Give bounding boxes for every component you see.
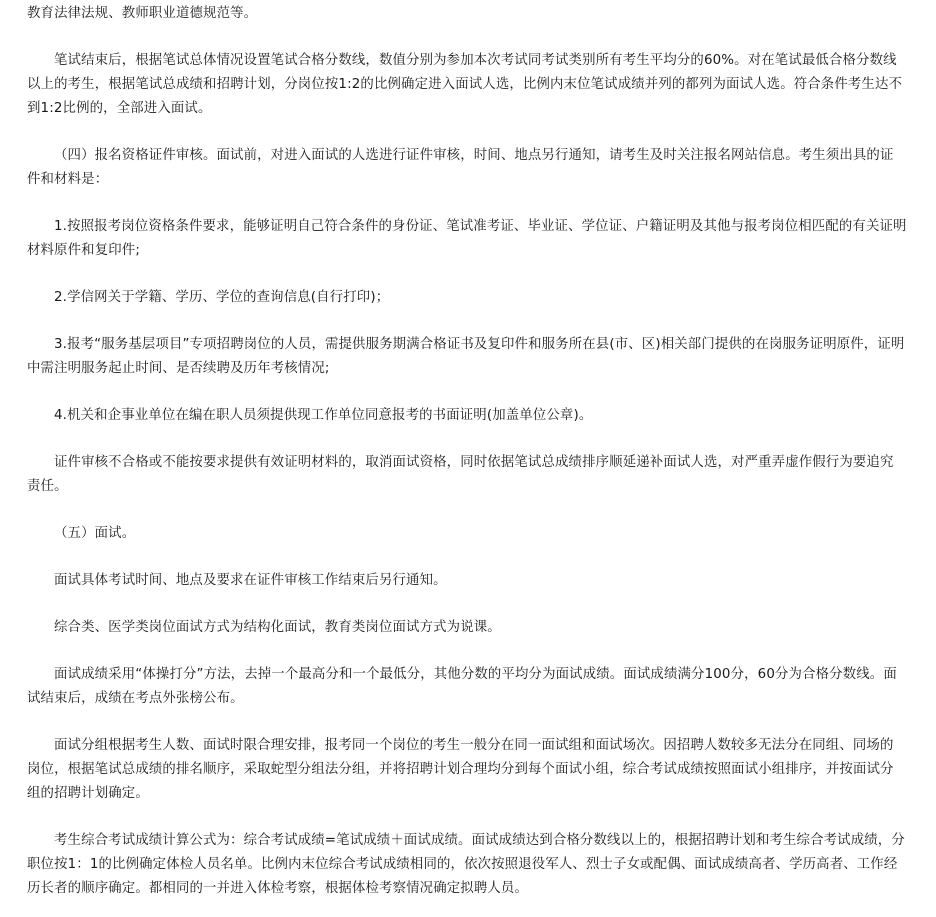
paragraph-gap xyxy=(27,121,907,144)
paragraph-gap xyxy=(27,310,907,333)
paragraph-item-4: 4.机关和企事业单位在编在职人员须提供现工作单位同意报考的书面证明(加盖单位公章)。 xyxy=(54,408,593,423)
paragraph-gap xyxy=(27,26,907,49)
paragraph-interview-scoring: 面试成绩采用“体操打分”方法，去掉一个最高分和一个最低分，其他分数的平均分为面试成绩。面试成绩满分100分，60分为合格分数线。面试结束后，成绩在考点外张榜公布。 xyxy=(27,667,897,706)
paragraph-gap xyxy=(27,499,907,522)
paragraph-written-exam-cutoff: 笔试结束后，根据笔试总体情况设置笔试合格分数线，数值分别为参加本次考试同考试类别所有考生平均分的60%。对在笔试最低合格分数线以上的考生，根据笔试总成绩和招聘计划，分岗位按1:2的比例确定进入面试人选，比例内末位笔试成绩并列的都列为面试人选。符合条件考生达不到1:2比例的，全部进入面试。 xyxy=(27,53,903,116)
paragraph-gap xyxy=(27,806,907,829)
paragraph-gap xyxy=(27,546,907,569)
paragraph-interview-grouping: 面试分组根据考生人数、面试时限合理安排，报考同一个岗位的考生一般分在同一面试组和面试场次。因招聘人数较多无法分在同组、同场的岗位，根据笔试总成绩的排名顺序，采取蛇型分组法分组，并将招聘计划合理均分到每个面试小组，综合考试成绩按照面试小组排序，并按面试分组的招聘计划确定。 xyxy=(27,738,894,801)
paragraph-verification-failure: 证件审核不合格或不能按要求提供有效证明材料的，取消面试资格，同时依据笔试总成绩排序顺延递补面试人选，对严重弄虚作假行为要追究责任。 xyxy=(27,455,894,494)
paragraph-section-5-heading: （五）面试。 xyxy=(54,526,136,541)
paragraph-gap xyxy=(27,428,907,451)
paragraph-gap xyxy=(27,263,907,286)
article-body xyxy=(27,0,907,901)
paragraph-item-3: 3.报考“服务基层项目”专项招聘岗位的人员，需提供服务期满合格证书及复印件和服务所在县(市、区)相关部门提供的在岗服务证明原件，证明中需注明服务起止时间、是否续聘及历年考核情况; xyxy=(27,337,905,376)
paragraph-gap xyxy=(27,593,907,616)
paragraph-section-4-heading: （四）报名资格证件审核。面试前，对进入面试的人选进行证件审核，时间、地点另行通知，请考生及时关注报名网站信息。考生须出具的证件和材料是： xyxy=(27,148,894,187)
paragraph-gap xyxy=(27,640,907,663)
paragraph-gap xyxy=(27,711,907,734)
paragraph-interview-method: 综合类、医学类岗位面试方式为结构化面试，教育类岗位面试方式为说课。 xyxy=(54,620,501,635)
paragraph-exam-scope: 教育法律法规、教师职业道德规范等。 xyxy=(27,6,258,21)
paragraph-gap xyxy=(27,192,907,215)
paragraph-item-1: 1.按照报考岗位资格条件要求，能够证明自己符合条件的身份证、笔试准考证、毕业证、学位证、户籍证明及其他与报考岗位相匹配的有关证明材料原件和复印件; xyxy=(27,219,907,258)
paragraph-item-2: 2.学信网关于学籍、学历、学位的查询信息(自行打印)； xyxy=(54,290,390,305)
paragraph-interview-notice: 面试具体考试时间、地点及要求在证件审核工作结束后另行通知。 xyxy=(54,573,447,588)
paragraph-composite-score: 考生综合考试成绩计算公式为：综合考试成绩=笔试成绩＋面试成绩。面试成绩达到合格分数线以上的，根据招聘计划和考生综合考试成绩，分职位按1：1的比例确定体检人员名单。比例内末位综合考试成绩相同的，依次按照退役军人、烈士子女或配偶、面试成绩高者、学历高者、工作经历长者的顺序确定。都相同的一并进入体检考察，根据体检考察情况确定拟聘人员。 xyxy=(27,833,905,896)
paragraph-gap xyxy=(27,381,907,404)
